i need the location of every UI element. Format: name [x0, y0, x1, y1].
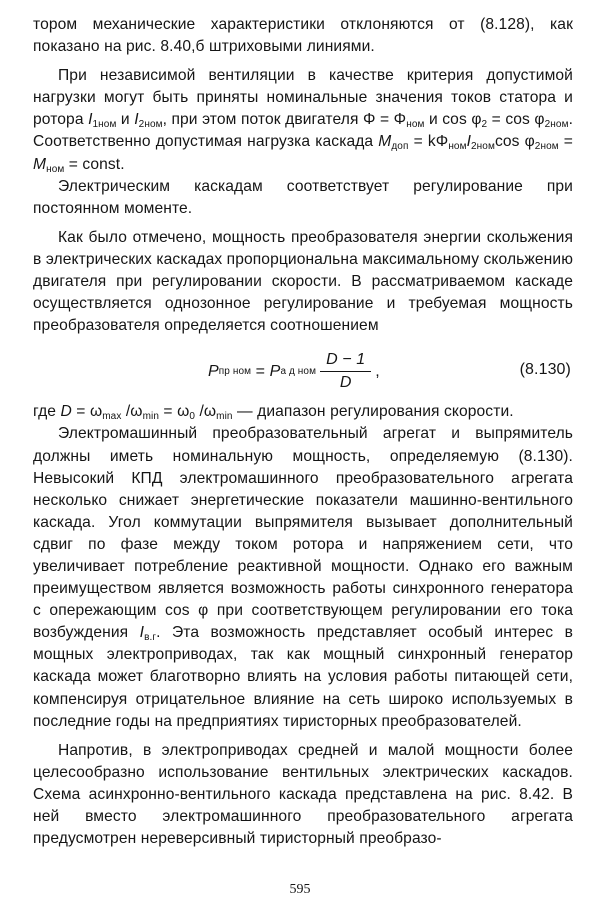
- fraction-numerator: D − 1: [320, 350, 371, 372]
- page-number: 595: [289, 882, 311, 897]
- paragraph-7: Напротив, в электроприводах средней и малой мощности более целесообразно использование вентильных электрических каскадов. Схема асинхронно-вентильного каскада представлена на рис. 8.42. В ней вместо электромашинного преобразовательного агрегата предусмотрен нереверсивный тиристорный преобразо-: [33, 741, 573, 848]
- fraction-denominator: D: [339, 374, 352, 392]
- body-text: [33, 14, 573, 850]
- paragraph-1: тором механические характеристики отклоняются от (8.128), как показано на рис. 8.40,б штриховыми линиями.: [33, 16, 573, 56]
- paragraph-4: Как было отмечено, мощность преобразователя энергии скольжения в электрических каскадах пропорциональна максимальному скольжению двигателя при регулировании скорости. В рассматриваемом каскаде осуществляется однозонное регулирование и требуемая мощность преобразователя определяется соотношением: [33, 228, 573, 335]
- paragraph-6: Электромашинный преобразовательный агрегат и выпрямитель должны иметь номинальную мощность, определяемую (8.130). Невысокий КПД электромашинного преобразовательного агрегата несколько снижает энергетические показатели машинно-вентильного каскада. Угол коммутации выпрямителя вызывает дополнительный сдвиг по фазе между током ротора и напряжением сети, что увеличивает потребление реактивной мощности. Однако его важным преимуществом является возможность работы синхронного генератора с опережающим cos φ при соответствующем регулировании его тока возбуждения $I_{в.г}$. Эта возможность представляет особый интерес в мощных электроприводах, так как мощный синхронный генератор каскада может благотворно влиять на условия работы питающей сети, компенсируя отрицательное влияние на сеть широко используемых в последние годы на предприятиях тиристорных преобразователей.: [33, 425, 573, 730]
- formula-expression: P пр ном = P а д ном $\frac{D - 1}{D}$ ,: [208, 351, 380, 392]
- paragraph-2: При независимой вентиляции в качестве критерия допустимой нагрузки могут быть приняты номинальные значения токов статора и ротора $I_{1ном}$ и $I_{2ном}$, при этом поток двигателя $\Phi = \Phi_{ном}$ и $\cos \varphi_2 = \cos \varphi_{2ном}$. Соответственно допустимая нагрузка каскада $M_{доп} = k\Phi_{ном}I_{2ном}\cos$ $\varphi_{2ном} = M_{ном}$ = const.: [33, 67, 574, 175]
- paragraph-3: Электрическим каскадам соответствует регулирование при постоянном моменте.: [33, 177, 573, 217]
- equation-number: (8.130): [519, 361, 571, 379]
- formula-8-130: [33, 344, 573, 398]
- formula-fraction: [320, 350, 371, 393]
- paragraph-5: где $D = \omega_{max}$ $/\omega_{min} = \omega_0$ $/\omega_{min}$ — диапазон регулирования скорости.: [33, 403, 514, 423]
